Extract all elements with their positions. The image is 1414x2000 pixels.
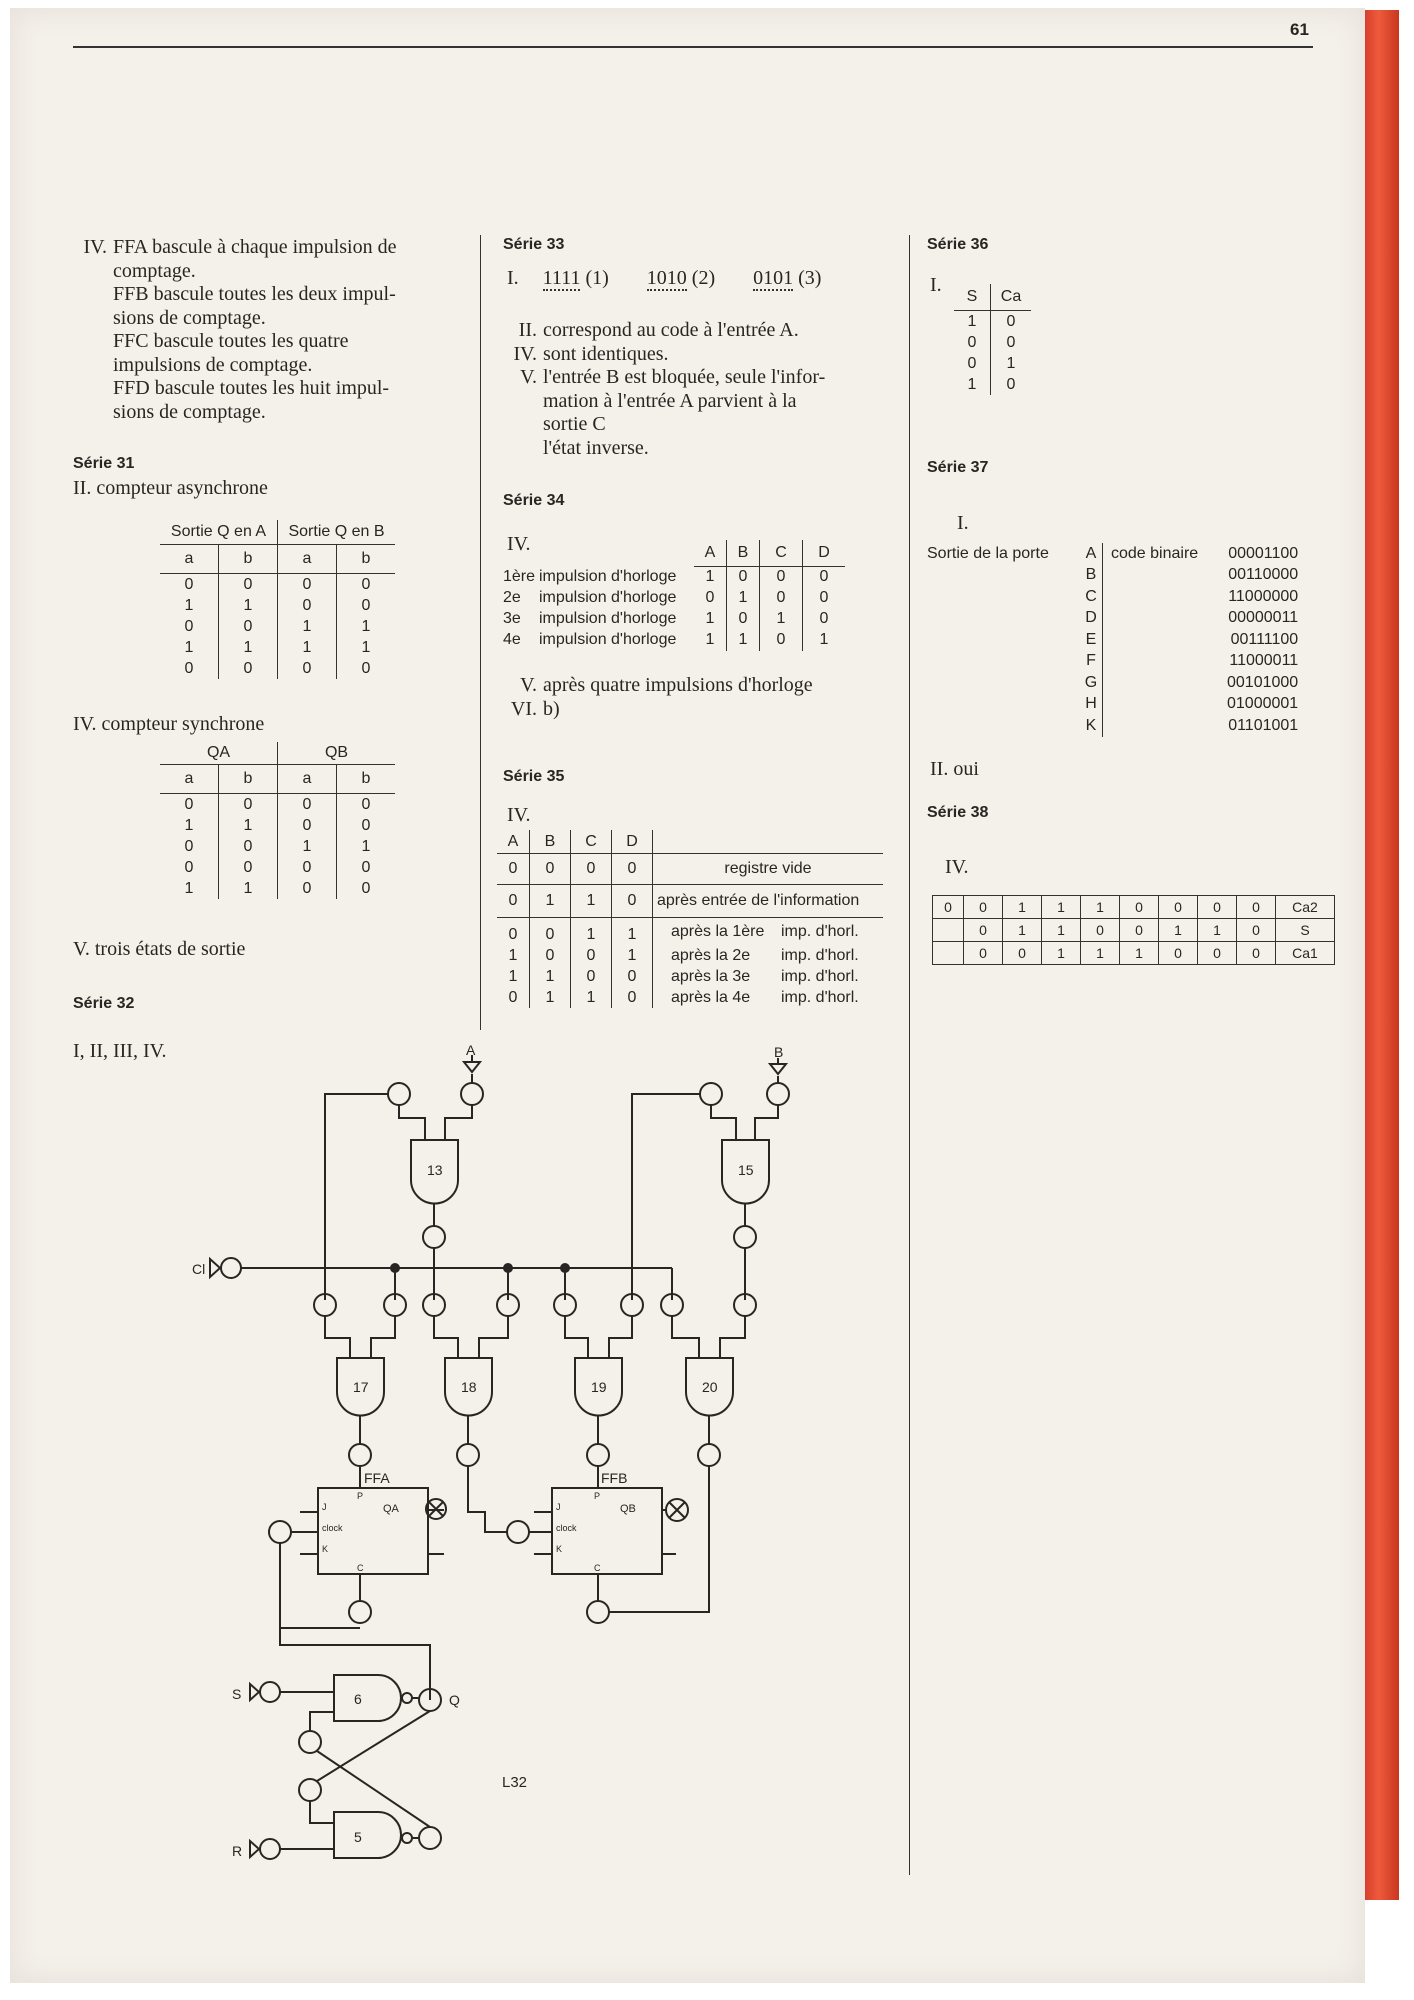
s35-cell: 1: [612, 945, 653, 966]
s35-cell: 1: [530, 987, 571, 1008]
s35-cell: 1: [571, 987, 612, 1008]
nand-gate-6: [334, 1675, 401, 1721]
s37-gate: A: [1080, 543, 1103, 565]
s34-label: impulsion d'horloge: [539, 610, 677, 627]
s34-col: C: [760, 540, 803, 567]
s33-text: l'état inverse.: [543, 436, 649, 459]
s31b-head-a: QA: [160, 742, 278, 765]
s38-cell: 1: [1120, 942, 1159, 965]
s34-cell: 1: [727, 588, 760, 609]
s35-title: Série 35: [503, 768, 565, 785]
s38-cell: 0: [1120, 919, 1159, 942]
s35-after: après la 2e: [671, 946, 751, 964]
s34-ordinal: 1ère: [503, 568, 536, 585]
ffb-label: FFB: [601, 1470, 628, 1486]
s37-gate: H: [1080, 694, 1103, 716]
s31-head-a: Sortie Q en A: [160, 520, 278, 545]
s38-cell: 0: [1003, 942, 1042, 965]
s35-cell: 0: [571, 854, 612, 885]
s35-imp: imp. d'horl.: [781, 967, 859, 985]
s31-cell: 1: [278, 637, 337, 658]
s38-cell: 1: [1081, 942, 1120, 965]
iv-text: sions de comptage.: [113, 306, 266, 329]
s31b-cell: 0: [219, 794, 278, 816]
s35-cell: 0: [571, 945, 612, 966]
s35-cell: 0: [612, 885, 653, 918]
s31b-cell: 0: [278, 815, 337, 836]
input-b-arrow: [770, 1064, 786, 1074]
gate-13-label: 13: [427, 1162, 443, 1178]
s31b-cell: 0: [160, 857, 219, 878]
s35-cell: 0: [530, 918, 571, 946]
s31b-cell: 1: [219, 878, 278, 899]
s31-v: V. trois états de sortie: [73, 938, 246, 960]
s31b-cell: 0: [361, 795, 371, 813]
s34-cell: 1: [694, 609, 727, 630]
s34-iv: IV.: [507, 533, 531, 555]
s34-title: Série 34: [503, 492, 565, 509]
s31-title: Série 31: [73, 455, 135, 472]
s36-cell: 1: [954, 374, 991, 395]
ffa-output-label: QA: [383, 1503, 399, 1515]
ffb-pin-p: P: [594, 1491, 601, 1501]
s31-cell: 0: [361, 659, 371, 677]
s31-ii: II. compteur asynchrone: [73, 477, 268, 499]
s31-cell: 1: [219, 595, 278, 616]
s37-code: 00101000: [1227, 673, 1299, 691]
s38-cell: 0: [933, 896, 964, 919]
s33-code-3-num: (3): [798, 267, 822, 289]
s35-cell: 0: [571, 966, 612, 987]
s37-label: Sortie de la porte: [927, 545, 1049, 562]
s31b-cell: 0: [219, 836, 278, 857]
s31b-cell: 0: [278, 878, 337, 899]
ffa-label: FFA: [364, 1470, 390, 1486]
s34-cell: 0: [727, 567, 760, 588]
s38-cell: 0: [1198, 896, 1237, 919]
s38-row-label: Ca1: [1276, 942, 1335, 965]
s34-cell: 1: [694, 630, 727, 651]
s37-code: 00000011: [1228, 609, 1299, 627]
s38-cell: 0: [1198, 942, 1237, 965]
s35-cell: 0: [612, 966, 653, 987]
ffa-pin-c: C: [357, 1563, 364, 1573]
ffa-pin-p: P: [357, 1491, 364, 1501]
gate-18-label: 18: [461, 1379, 477, 1395]
s35-cell: 1: [497, 945, 530, 966]
s34-numeral: VI.: [510, 697, 537, 720]
s31-sub: a: [160, 545, 219, 574]
s36-cell: 0: [954, 332, 991, 353]
page-number: 61: [1290, 20, 1309, 39]
s33-text: mation à l'entrée A parvient à la: [543, 389, 797, 412]
s31-cell: 0: [219, 616, 278, 637]
s35-cell: 1: [612, 918, 653, 946]
ffb-pin-j: J: [556, 1502, 561, 1512]
s35-cell: 0: [497, 987, 530, 1008]
s35-col: A: [497, 830, 530, 854]
iv-text: FFB bascule toutes les deux impul-: [113, 283, 396, 305]
s37-title: Série 37: [927, 459, 989, 476]
s35-cell: 0: [530, 854, 571, 885]
s31-cell: 0: [160, 658, 219, 679]
s38-cell: 0: [1237, 942, 1276, 965]
s35-col: B: [530, 830, 571, 854]
s35-imp: imp. d'horl.: [781, 922, 859, 940]
s34-label: impulsion d'horloge: [539, 631, 677, 648]
s38-cell: 0: [1237, 919, 1276, 942]
s34-col: D: [803, 540, 846, 567]
ffb-pin-clock: clock: [556, 1523, 577, 1533]
gate-6-label: 6: [354, 1691, 362, 1707]
s34-cell: 0: [819, 610, 829, 627]
iv-text: FFA bascule à chaque impulsion de: [113, 236, 397, 258]
s35-cell: 1: [497, 966, 530, 987]
s31b-cell: 1: [278, 836, 337, 857]
s36-col: Ca: [991, 284, 1032, 311]
s35-cell: 0: [497, 854, 530, 885]
s38-row-label: S: [1276, 919, 1335, 942]
s37-gate: F: [1080, 651, 1103, 673]
ffa-pin-j: J: [322, 1502, 327, 1512]
s31-cell: 1: [160, 595, 219, 616]
s34-cell: 0: [760, 630, 803, 651]
s33-text: correspond au code à l'entrée A.: [543, 319, 799, 341]
s31b-cell: 0: [278, 794, 337, 816]
s38-cell: 1: [1003, 919, 1042, 942]
s31b-sub: a: [160, 765, 219, 794]
s33-code-2-num: (2): [691, 267, 716, 289]
s35-cell: 0: [612, 987, 653, 1008]
s35-col: D: [612, 830, 653, 854]
q-output-label: Q: [449, 1692, 460, 1708]
input-a-label: A: [466, 1042, 476, 1058]
s33-code-1: 1111: [542, 267, 581, 289]
s34-col: B: [727, 540, 760, 567]
s35-cell: 0: [530, 945, 571, 966]
s34-cell: 1: [694, 567, 727, 588]
s31b-cell: 0: [361, 858, 371, 876]
s31-cell: 0: [278, 595, 337, 616]
s38-cell: 0: [964, 919, 1003, 942]
iv-text: FFD bascule toutes les huit impul-: [113, 377, 390, 399]
s38-cell: 0: [964, 942, 1003, 965]
s34-ordinal: 4e: [503, 631, 521, 648]
s31b-cell: 0: [278, 857, 337, 878]
s31b-head-b: QB: [324, 744, 349, 761]
s31-cell: 0: [219, 658, 278, 679]
s31b-cell: 0: [219, 857, 278, 878]
s33-title: Série 33: [503, 236, 565, 253]
s31b-cell: 1: [219, 815, 278, 836]
s37-gate: K: [1080, 715, 1103, 737]
s37-gate: G: [1080, 672, 1103, 694]
s37-gate: C: [1080, 586, 1103, 608]
s31-sub: b: [219, 545, 278, 574]
s37-code: 00110000: [1228, 566, 1299, 584]
s34-cell: 0: [694, 588, 727, 609]
s31-sub: a: [278, 545, 337, 574]
s34-col: A: [694, 540, 727, 567]
s31b-cell: 0: [361, 879, 371, 897]
s37-gate: B: [1080, 565, 1103, 587]
s38-cell: 0: [964, 896, 1003, 919]
s35-cell: 0: [612, 854, 653, 885]
s34-cell: 1: [727, 630, 760, 651]
s34-text: après quatre impulsions d'horloge: [543, 674, 813, 696]
s34-ordinal: 2e: [503, 589, 521, 606]
s32-title: Série 32: [73, 995, 135, 1012]
s33-i-label: I.: [507, 267, 519, 289]
s34-cell: 0: [760, 567, 803, 588]
s31b-cell: 1: [361, 837, 371, 855]
s38-row-label: Ca2: [1276, 896, 1335, 919]
s35-imp: imp. d'horl.: [781, 988, 859, 1006]
s35-iv: IV.: [507, 804, 531, 826]
s31-cell: 0: [361, 575, 371, 593]
s38-title: Série 38: [927, 804, 989, 821]
s33-text: sont identiques.: [543, 342, 669, 365]
s36-col: S: [954, 284, 991, 311]
s37-gate: D: [1080, 608, 1103, 630]
s33-numeral: IV.: [513, 342, 537, 365]
s35-imp: imp. d'horl.: [781, 946, 859, 964]
s31-cell: 0: [278, 574, 337, 596]
s37-code-label: code binaire: [1111, 544, 1199, 562]
s36-title: Série 36: [927, 236, 989, 253]
s38-cell: 1: [1081, 896, 1120, 919]
s31-cell: 0: [361, 596, 371, 614]
s37-code: 00111100: [1230, 630, 1299, 648]
s31-cell: 1: [361, 638, 371, 656]
s34-cell: 0: [727, 609, 760, 630]
ffb-output-label: QB: [620, 1503, 636, 1515]
s37-i: I.: [957, 512, 969, 534]
s37-code: 00001100: [1228, 544, 1299, 562]
s38-iv: IV.: [945, 856, 969, 878]
s36-i: I.: [930, 274, 942, 296]
s37-code: 01101001: [1228, 716, 1299, 734]
s34-label: impulsion d'horloge: [539, 589, 677, 606]
s38-cell: 0: [1081, 919, 1120, 942]
s38-cell: 1: [1042, 919, 1081, 942]
figure-label: L32: [502, 1774, 528, 1791]
s31-cell: 0: [160, 574, 219, 596]
s35-after: après la 1ère: [671, 922, 765, 940]
s35-after: après la 3e: [671, 967, 751, 985]
s38-cell: 0: [1159, 942, 1198, 965]
s31-cell: 1: [219, 637, 278, 658]
clock-input-arrow: [210, 1259, 220, 1277]
s33-code-2: 1010: [646, 267, 687, 289]
reset-input-arrow: [250, 1841, 259, 1857]
s34-cell: 1: [760, 609, 803, 630]
s31-cell: 1: [278, 616, 337, 637]
gate-5-label: 5: [354, 1829, 362, 1845]
s35-col: C: [571, 830, 612, 854]
s34-text: b): [543, 697, 560, 720]
s37-code: 11000000: [1228, 587, 1299, 605]
s34-cell: 0: [760, 588, 803, 609]
s34-cell: 0: [819, 568, 829, 586]
s31b-cell: 0: [361, 816, 371, 834]
gate-19-label: 19: [591, 1379, 607, 1395]
s37-gate: E: [1080, 629, 1103, 651]
s34-label: impulsion d'horloge: [539, 568, 677, 585]
s34-cell: 1: [819, 631, 829, 648]
set-input-label: S: [232, 1686, 242, 1702]
s33-numeral: V.: [520, 366, 537, 388]
s37-code: 01000001: [1227, 695, 1299, 713]
ffa-pin-clock: clock: [322, 1523, 343, 1533]
s38-cell: 1: [1042, 942, 1081, 965]
s31-cell: 0: [160, 616, 219, 637]
s31b-cell: 1: [160, 878, 219, 899]
nand-gate-5: [334, 1812, 401, 1858]
s33-code-3: 0101: [753, 267, 794, 289]
s36-cell: 1: [1006, 354, 1016, 372]
s36-cell: 1: [954, 311, 991, 333]
s31b-sub: b: [219, 765, 278, 794]
s31b-cell: 1: [160, 815, 219, 836]
s33-code-1-num: (1): [585, 267, 609, 289]
s38-cell: 0: [1159, 896, 1198, 919]
s33-text: l'entrée B est bloquée, seule l'infor-: [543, 366, 826, 388]
gate-20-label: 20: [702, 1379, 718, 1395]
s31-cell: 1: [361, 617, 371, 635]
s38-cell: 1: [1042, 896, 1081, 919]
s35-cell: 0: [497, 885, 530, 918]
ffa-pin-k: K: [322, 1544, 329, 1554]
s38-cell: 1: [1198, 919, 1237, 942]
s31-cell: 0: [278, 658, 337, 679]
s36-cell: 0: [1006, 375, 1016, 393]
s33-numeral: II.: [518, 319, 537, 341]
s38-cell: 0: [1120, 896, 1159, 919]
s36-cell: 0: [954, 353, 991, 374]
iv-text: FFC bascule toutes les quatre: [113, 330, 349, 352]
gate-15-label: 15: [738, 1162, 754, 1178]
set-input-arrow: [250, 1684, 259, 1700]
s37-ii: II. oui: [930, 758, 979, 780]
reset-input-label: R: [232, 1843, 243, 1859]
iv-text: impulsions de comptage.: [113, 353, 313, 376]
s34-numeral: V.: [520, 674, 537, 696]
s35-cell: 1: [571, 918, 612, 946]
s31b-cell: 0: [160, 836, 219, 857]
clock-input-label: Cl: [192, 1261, 206, 1277]
s31b-sub: b: [337, 765, 396, 794]
s35-cell: 1: [571, 885, 612, 918]
iv-text: sions de comptage.: [113, 400, 266, 423]
s33-text: sortie C: [543, 413, 606, 435]
s31-cell: 0: [219, 574, 278, 596]
s35-cell: 0: [497, 918, 530, 946]
s38-cell: 1: [1003, 896, 1042, 919]
s36-cell: 0: [1006, 333, 1016, 351]
ffb-pin-c: C: [594, 1563, 601, 1573]
iv-text: comptage.: [113, 259, 196, 282]
s35-cell: 1: [530, 966, 571, 987]
s38-cell: 1: [1159, 919, 1198, 942]
s31-head-b: Sortie Q en B: [288, 523, 385, 540]
s31-sub: b: [337, 545, 396, 574]
s34-cell: 0: [819, 589, 829, 606]
gate-17-label: 17: [353, 1379, 369, 1395]
s38-cell: 0: [1237, 896, 1276, 919]
iv-numeral: IV.: [83, 236, 107, 258]
ffb-pin-k: K: [556, 1544, 563, 1554]
s31b-sub: a: [278, 765, 337, 794]
s31b-cell: 0: [160, 794, 219, 816]
s35-after: après la 4e: [671, 988, 751, 1006]
s35-row-label: après entrée de l'information: [653, 885, 884, 918]
s34-ordinal: 3e: [503, 610, 521, 627]
s31-cell: 1: [160, 637, 219, 658]
s35-cell: 1: [530, 885, 571, 918]
input-a-arrow: [464, 1062, 480, 1072]
s36-cell: 0: [1006, 312, 1016, 330]
input-b-label: B: [774, 1044, 784, 1060]
s31-iv: IV. compteur synchrone: [73, 713, 265, 735]
s32-text: I, II, III, IV.: [73, 1040, 167, 1062]
s35-row-label: registre vide: [653, 854, 884, 885]
s37-code: 11000011: [1229, 652, 1299, 670]
